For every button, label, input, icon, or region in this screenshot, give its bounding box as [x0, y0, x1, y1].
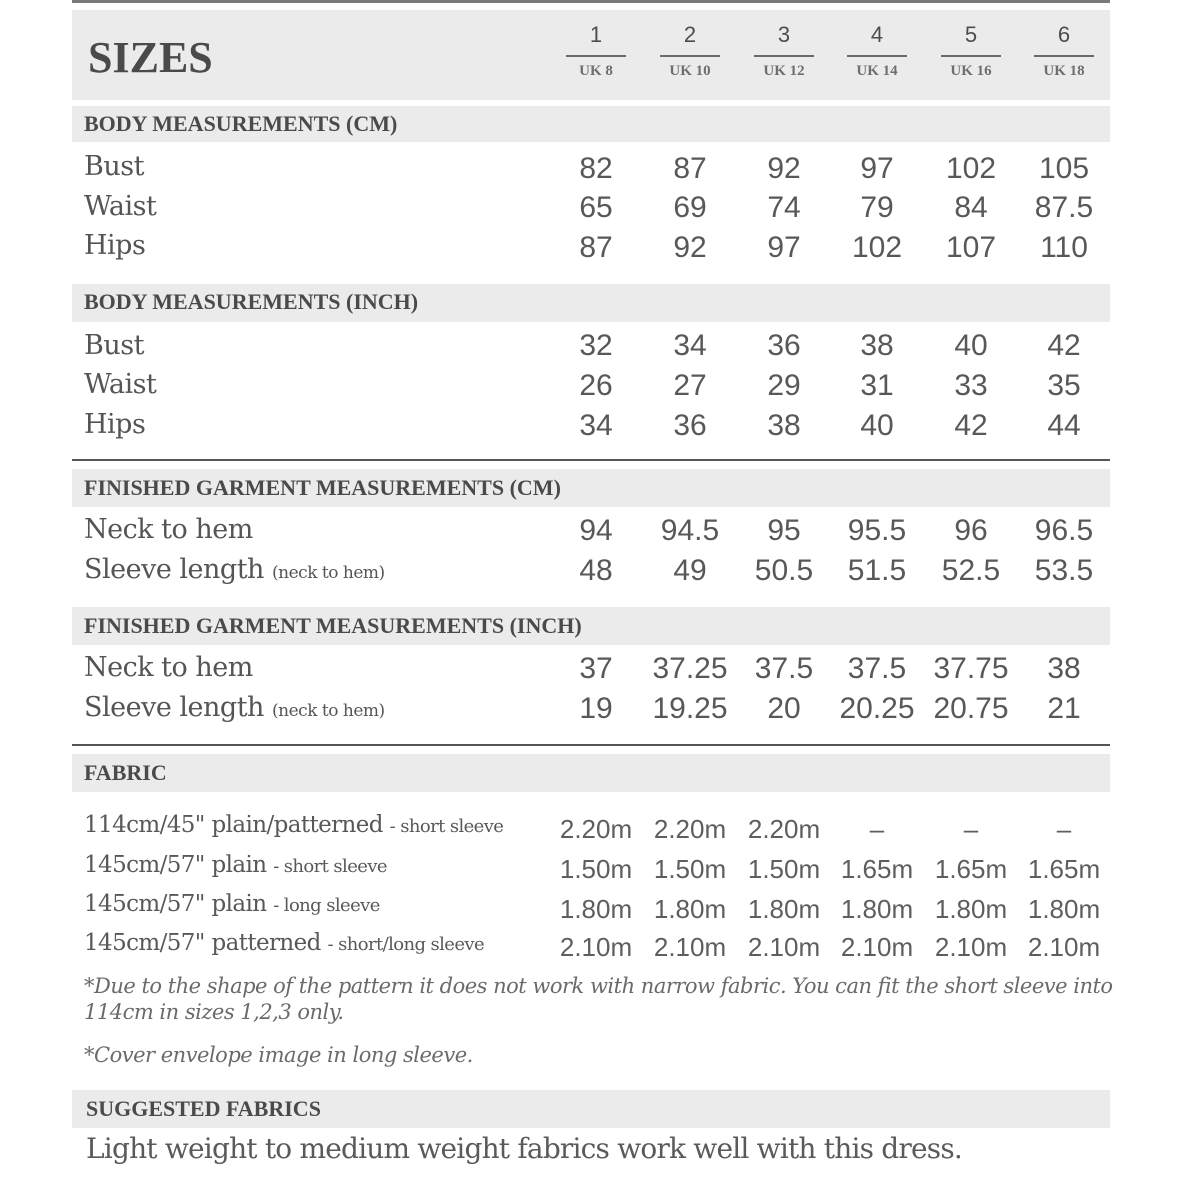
cell: 74	[767, 191, 801, 224]
row-label: Bust	[84, 330, 144, 361]
cell: 79	[860, 191, 894, 224]
cell: 2.10m	[840, 932, 914, 962]
cell: 1.50m	[747, 854, 821, 884]
cell: 94.5	[660, 514, 720, 547]
cell: 49	[673, 554, 707, 587]
cell: 1.65m	[934, 854, 1008, 884]
section-title: FABRIC	[84, 760, 167, 785]
cell: 92	[767, 152, 801, 185]
row-label	[84, 692, 385, 723]
cell: 53.5	[1034, 554, 1094, 587]
cell: 95.5	[847, 514, 907, 547]
section-title: BODY MEASUREMENTS (INCH)	[84, 289, 419, 314]
cell: 20	[767, 692, 801, 725]
cell: 38	[860, 329, 894, 362]
cell: –	[1056, 814, 1072, 844]
fabric-width: 145cm/57" plain	[84, 891, 267, 917]
cell: 2.20m	[653, 814, 727, 844]
cell: 97	[767, 231, 801, 264]
size-number: 5	[964, 22, 978, 47]
cell: 19.25	[652, 692, 728, 725]
sizes-title: SIZES	[88, 33, 213, 82]
cell: 35	[1047, 369, 1081, 402]
size-uk-label: UK 8	[579, 63, 613, 79]
cell: 82	[579, 152, 613, 185]
cell: 95	[767, 514, 801, 547]
top-rule	[72, 0, 1110, 3]
cell: 102	[851, 231, 903, 264]
cell: 1.65m	[840, 854, 914, 884]
cell: 1.80m	[934, 894, 1008, 924]
cell: 36	[673, 409, 707, 442]
section-header-garment-cm	[72, 469, 1110, 507]
cell: –	[869, 814, 885, 844]
row-label	[84, 514, 253, 545]
cell: 87	[579, 231, 613, 264]
cell: 1.50m	[653, 854, 727, 884]
cell: 48	[579, 554, 613, 587]
cell: 52.5	[941, 554, 1001, 587]
row-label-note: (neck to hem)	[272, 701, 385, 721]
cell: 2.20m	[747, 814, 821, 844]
sizes-header	[72, 10, 1110, 100]
size-divider	[566, 55, 626, 57]
cell: 42	[954, 409, 988, 442]
cell: 37.25	[652, 652, 728, 685]
cell: 32	[579, 329, 613, 362]
row-label-text: Sleeve length	[84, 554, 264, 585]
fabric-sleeve-note: - short sleeve	[389, 816, 504, 837]
cell: 21	[1047, 692, 1081, 725]
size-uk-label: UK 14	[856, 63, 898, 79]
cell: 92	[673, 231, 707, 264]
section-divider	[72, 744, 1110, 746]
cell: 38	[1047, 652, 1081, 685]
row-label	[84, 554, 385, 585]
cell: 42	[1047, 329, 1081, 362]
section-title: FINISHED GARMENT MEASUREMENTS (INCH)	[84, 613, 582, 638]
size-number: 2	[683, 22, 697, 47]
cell: 2.20m	[559, 814, 633, 844]
cell: 38	[767, 409, 801, 442]
cell: 1.65m	[1027, 854, 1101, 884]
cell: 96.5	[1034, 514, 1094, 547]
cell: 2.10m	[934, 932, 1008, 962]
fabric-label	[84, 891, 380, 917]
size-divider	[941, 55, 1001, 57]
fabric-sleeve-note: - long sleeve	[273, 895, 380, 916]
row-label: Waist	[84, 191, 157, 222]
fabric-label	[84, 852, 387, 878]
row-label	[84, 652, 253, 683]
cell: 37	[579, 652, 613, 685]
section-header-suggested	[72, 1090, 1110, 1128]
cell: 87	[673, 152, 707, 185]
size-uk-label: UK 10	[669, 63, 711, 79]
cell: 51.5	[847, 554, 907, 587]
fabric-sleeve-note: - short/long sleeve	[327, 934, 485, 955]
size-uk-label: UK 18	[1043, 63, 1085, 79]
cell: 37.5	[754, 652, 814, 685]
size-divider	[660, 55, 720, 57]
section-header-garment-inch	[72, 607, 1110, 645]
cell: 110	[1040, 231, 1088, 264]
fabric-label	[84, 930, 484, 956]
cell: 65	[579, 191, 613, 224]
cell: 2.10m	[559, 932, 633, 962]
size-number: 4	[870, 22, 884, 47]
cell: 107	[945, 231, 997, 264]
cell: –	[963, 814, 979, 844]
cell: 1.80m	[653, 894, 727, 924]
cell: 1.80m	[747, 894, 821, 924]
cell: 34	[673, 329, 707, 362]
size-uk-label: UK 16	[950, 63, 992, 79]
cell: 94	[579, 514, 613, 547]
section-divider	[72, 459, 1110, 461]
cell: 96	[954, 514, 988, 547]
cell: 50.5	[754, 554, 814, 587]
cell: 31	[860, 369, 894, 402]
cell: 40	[860, 409, 894, 442]
size-divider	[1034, 55, 1094, 57]
row-label: Hips	[84, 230, 146, 261]
row-label: Waist	[84, 369, 157, 400]
size-number: 3	[777, 22, 791, 47]
cell: 97	[860, 152, 894, 185]
fabric-width: 145cm/57" plain	[84, 852, 267, 878]
fabric-width: 145cm/57" patterned	[84, 930, 321, 956]
cell: 1.80m	[840, 894, 914, 924]
cell: 2.10m	[747, 932, 821, 962]
fabric-sleeve-note: - short sleeve	[273, 856, 387, 877]
cell: 2.10m	[1027, 932, 1101, 962]
section-header-body-inch	[72, 284, 1110, 322]
fabric-note-narrow: *Due to the shape of the pattern it does not work with narrow fabric. You can fit the short sleeve into 114cm in sizes 1,2,3 only.	[84, 974, 1113, 1024]
cell: 1.50m	[559, 854, 633, 884]
section-header-body-cm	[72, 106, 1110, 142]
section-title: BODY MEASUREMENTS (CM)	[84, 111, 398, 136]
cell: 87.5	[1034, 191, 1094, 224]
cell: 44	[1047, 409, 1081, 442]
cell: 20.25	[839, 692, 915, 725]
size-number: 6	[1057, 22, 1071, 47]
fabric-width: 114cm/45" plain/patterned	[84, 812, 383, 838]
row-label: Hips	[84, 409, 146, 440]
cell: 40	[954, 329, 988, 362]
row-label-text: Sleeve length	[84, 692, 264, 723]
cell: 34	[579, 409, 613, 442]
cell: 27	[673, 369, 707, 402]
row-label-text: Neck to hem	[84, 652, 253, 683]
cell: 37.75	[933, 652, 1009, 685]
size-uk-label: UK 12	[763, 63, 805, 79]
cell: 1.80m	[1027, 894, 1101, 924]
cell: 36	[767, 329, 801, 362]
cell: 84	[954, 191, 988, 224]
cell: 29	[767, 369, 801, 402]
fabric-label	[84, 812, 503, 838]
section-title: FINISHED GARMENT MEASUREMENTS (CM)	[84, 475, 561, 500]
cell: 26	[579, 369, 613, 402]
cell: 33	[954, 369, 988, 402]
size-divider	[847, 55, 907, 57]
cell: 20.75	[933, 692, 1009, 725]
row-label: Bust	[84, 151, 144, 182]
size-number: 1	[589, 22, 603, 47]
row-label-note: (neck to hem)	[272, 563, 385, 583]
cell: 105	[1038, 152, 1090, 185]
cell: 19	[579, 692, 613, 725]
suggested-fabrics-text: Light weight to medium weight fabrics work well with this dress.	[86, 1132, 962, 1165]
section-header-fabric	[72, 754, 1110, 792]
row-label-text: Neck to hem	[84, 514, 253, 545]
cell: 102	[945, 152, 997, 185]
cell: 37.5	[847, 652, 907, 685]
section-title: SUGGESTED FABRICS	[86, 1096, 321, 1121]
size-divider	[754, 55, 814, 57]
cell: 69	[673, 191, 707, 224]
cell: 2.10m	[653, 932, 727, 962]
fabric-note-cover: *Cover envelope image in long sleeve.	[84, 1043, 473, 1067]
cell: 1.80m	[559, 894, 633, 924]
